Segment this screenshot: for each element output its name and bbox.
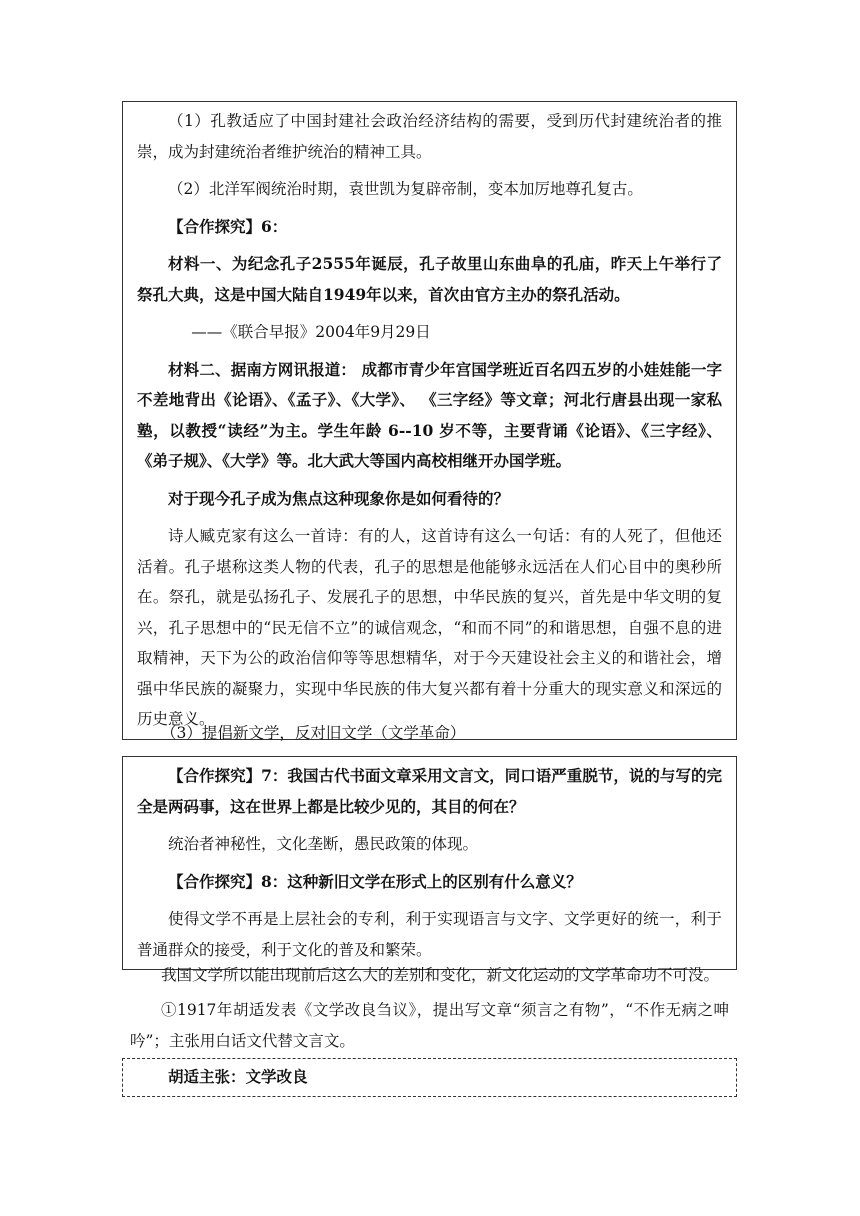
answer-text: 诗人臧克家有这么一首诗：有的人，这首诗有这么一句话：有的人死了，但他还活着。孔子堪称这类人物的代表，孔子的思想是他能够永远活在人们心目中的奥秒所在。祭孔，就是弘扬孔子、发展孔子的思想，中华民族的复兴，首先是中华文明的复兴，孔子思想中的“民无信不立”的诚信观念，“和而不同”的和谐思想，自强不息的进取精神，天下为公的政治信仰等等思想精华，对于今天建设社会主义的和谐社会，增强中华民族的凝聚力，实现中华民族的伟大复兴都有着十分重大的现实意义和深远的历史意义。 [137,527,722,728]
content-box-hu-shi [122,1058,737,1097]
question-inquiry-7: 【合作探究】7：我国古代书面文章采用文言文，同口语严重脱节，说的与写的完全是两码事，这在世界上都是比较少见的，其目的何在？ [137,766,722,816]
hu-shi-proposition: 胡适主张：文学改良 [168,1067,308,1086]
paragraph-hu-shi-1917: ①1917年胡适发表《文学改良刍议》，提出写文章“须言之有物”，“不作无病之呻吟”；主张用白话文代替文言文。 [130,1001,729,1050]
question-inquiry-8 [137,867,722,898]
paragraph-confucianism-point-1: （1）孔教适应了中国封建社会政治经济结构的需要，受到历代封建统治者的推崇，成为封建统治者维护统治的精神工具。 [137,112,722,161]
paragraph-literary-change: 我国文学所以能出现前后这么大的差别和变化，新文化运动的文学革命功不可没。 [161,966,720,984]
content-box-confucianism [122,101,737,740]
answer-inquiry-7: 统治者神秘性，文化垄断，愚民政策的体现。 [168,835,479,853]
content-box-literature-inquiry [122,756,737,970]
inquiry-8-label: 【合作探究】 [168,871,262,891]
paragraph-material-2: 材料二、据南方网讯报道： 成都市青少年宫国学班近百名四五岁的小娃娃能一字不差地背出《论语》、《孟子》、《大学》、 《三字经》等文章；河北行唐县出现一家私塾，以教授“读经”为主。学生年龄 6--10 岁不等，主要背诵《论语》、《三字经》、《弟子规》、《大学》等。北大武大等国内高校相继开办国学班。 [137,359,722,470]
material-1-source: ——《联合早报》2004年9月29日 [191,323,431,341]
question-text: 对于现今孔子成为焦点这种现象你是如何看待的？ [168,488,510,508]
section-point-3: （3）提倡新文学，反对旧文学（文学革命） [161,724,466,742]
paragraph-confucianism-point-2: （2）北洋军阀统治时期，袁世凯为复辟帝制，变本加厉地尊孔复古。 [168,180,643,198]
paragraph-material-1: 材料一、为纪念孔子2555年诞辰，孔子故里山东曲阜的孔庙，昨天上午举行了祭孔大典，这是中国大陆自1949年以来，首次由官方主办的祭孔活动。 [137,254,722,304]
heading-cooperative-inquiry-6: 【合作探究】6： [168,216,288,236]
inquiry-8-text: 8：这种新旧文学在形式上的区别有什么意义？ [261,871,582,891]
answer-inquiry-8: 使得文学不再是上层社会的专利，利于实现语言与文字、文学更好的统一，利于普通群众的接受，利于文化的普及和繁荣。 [137,910,722,959]
